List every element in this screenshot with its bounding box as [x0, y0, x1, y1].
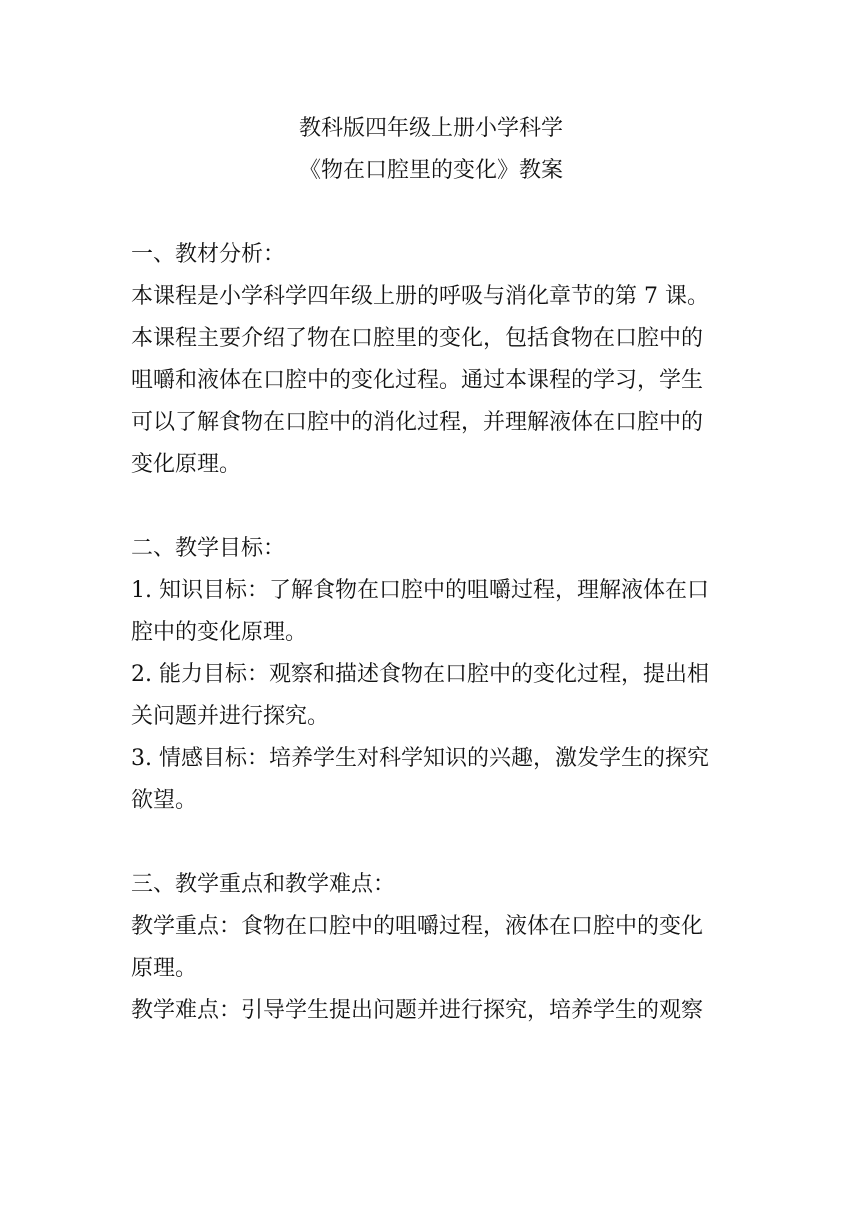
- document-title-line-2: 《物在口腔里的变化》教案: [298, 158, 563, 183]
- section-2-line: 关问题并进行探究。: [131, 704, 330, 729]
- section-2-line: 3. 情感目标：培养学生对科学知识的兴趣，激发学生的探究: [131, 746, 709, 771]
- document-content: [131, 108, 731, 1032]
- section-1-line: 变化原理。: [131, 452, 242, 477]
- blank-line: [131, 486, 731, 528]
- section-2-line: 1. 知识目标：了解食物在口腔中的咀嚼过程，理解液体在口: [131, 578, 709, 603]
- blank-line: [131, 192, 731, 234]
- document-title-line-1: 教科版四年级上册小学科学: [298, 116, 563, 141]
- section-1-line: 本课程是小学科学四年级上册的呼吸与消化章节的第 7 课。: [131, 284, 709, 309]
- section-2-line: 2. 能力目标：观察和描述食物在口腔中的变化过程，提出相: [131, 662, 709, 687]
- section-2-line: 腔中的变化原理。: [131, 620, 308, 645]
- blank-line: [131, 822, 731, 864]
- section-1-line: 可以了解食物在口腔中的消化过程，并理解液体在口腔中的: [131, 410, 704, 435]
- section-1-line: 咀嚼和液体在口腔中的变化过程。通过本课程的学习，学生: [131, 368, 704, 393]
- section-2-line: 欲望。: [131, 788, 198, 813]
- section-3-heading: 三、教学重点和教学难点：: [131, 872, 396, 897]
- section-3-line: 教学重点：食物在口腔中的咀嚼过程，液体在口腔中的变化: [131, 914, 704, 939]
- section-3-line: 教学难点：引导学生提出问题并进行探究，培养学生的观察: [131, 998, 704, 1023]
- section-2-heading: 二、教学目标：: [131, 536, 286, 561]
- section-1-heading: 一、教材分析：: [131, 242, 286, 267]
- section-3-line: 原理。: [131, 956, 198, 981]
- section-1-line: 本课程主要介绍了物在口腔里的变化，包括食物在口腔中的: [131, 326, 704, 351]
